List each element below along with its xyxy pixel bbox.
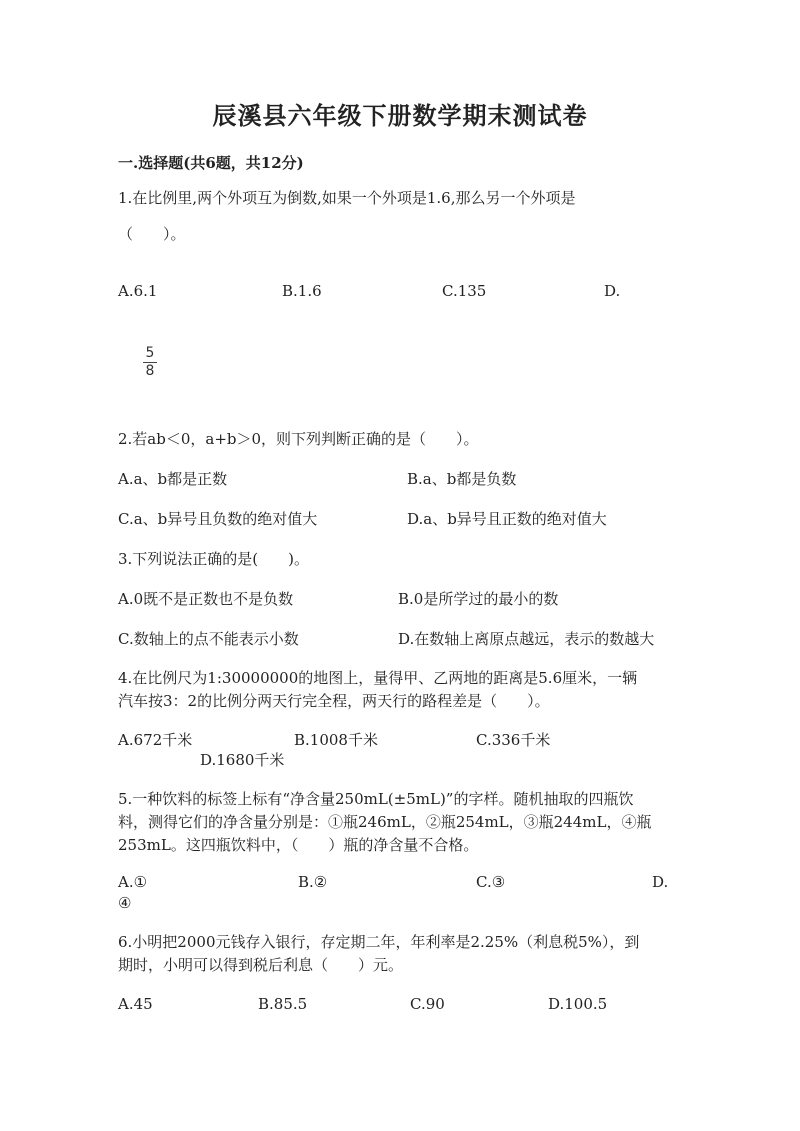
q2-option-b: B.a、b都是负数	[407, 470, 517, 488]
q1-option-c: C.135	[442, 282, 487, 300]
q1-option-d-fraction	[143, 346, 157, 379]
q5-option-b: B.②	[298, 873, 328, 891]
q6-stem-line2: 期时，小明可以得到税后利息（ ）元。	[118, 956, 404, 974]
fraction-numerator: 5	[145, 345, 155, 361]
q2-option-a: A.a、b都是正数	[118, 470, 228, 488]
q3-option-d: D.在数轴上离原点越远，表示的数越大	[398, 630, 655, 648]
q6-option-d: D.100.5	[548, 995, 608, 1013]
q4-option-d: D.1680千米	[200, 751, 285, 769]
q4-stem-line2: 汽车按3：2的比例分两天行完全程，两天行的路程差是（ ）。	[118, 692, 550, 710]
q5-stem-line2: 料，测得它们的净含量分别是：①瓶246mL，②瓶254mL，③瓶244mL，④瓶	[118, 813, 652, 831]
q1-stem-line2: （ ）。	[118, 225, 186, 243]
q3-option-b: B.0是所学过的最小的数	[398, 590, 559, 608]
q1-option-d: D.	[604, 282, 621, 300]
q5-option-c: C.③	[476, 873, 506, 891]
q6-option-a: A.45	[118, 995, 153, 1013]
q3-option-a: A.0既不是正数也不是负数	[118, 590, 294, 608]
q3-option-c: C.数轴上的点不能表示小数	[118, 630, 299, 648]
q5-stem-line3: 253mL。这四瓶饮料中，（ ）瓶的净含量不合格。	[118, 836, 479, 854]
q5-option-a: A.①	[118, 873, 148, 891]
q2-stem: 2.若ab＜0，a+b＞0，则下列判断正确的是（ ）。	[118, 430, 479, 448]
q5-option-d-continued: ④	[118, 894, 132, 912]
q4-option-a: A.672千米	[118, 731, 193, 749]
q2-option-d: D.a、b异号且正数的绝对值大	[407, 510, 607, 528]
q4-stem-line1: 4.在比例尺为1:30000000的地图上，量得甲、乙两地的距离是5.6厘米，一辆	[118, 669, 638, 687]
q3-stem: 3.下列说法正确的是( )。	[118, 550, 310, 568]
q1-option-a: A.6.1	[118, 282, 158, 300]
section-heading: 一.选择题(共6题，共12分)	[118, 154, 304, 172]
q6-option-c: C.90	[410, 995, 445, 1013]
q6-stem-line1: 6.小明把2000元钱存入银行，存定期二年，年利率是2.25%（利息税5%），到	[118, 933, 640, 951]
page-title: 辰溪县六年级下册数学期末测试卷	[212, 101, 588, 130]
q1-stem-line1: 1.在比例里,两个外项互为倒数,如果一个外项是1.6,那么另一个外项是	[118, 189, 576, 207]
fraction-denominator: 8	[145, 363, 155, 379]
q4-option-b: B.1008千米	[294, 731, 378, 749]
q1-option-b: B.1.6	[282, 282, 322, 300]
q5-option-d: D.	[652, 873, 669, 891]
q6-option-b: B.85.5	[258, 995, 308, 1013]
q4-option-c: C.336千米	[476, 731, 551, 749]
q5-stem-line1: 5.一种饮料的标签上标有“净含量250mL(±5mL)”的字样。随机抽取的四瓶饮	[118, 790, 634, 808]
q2-option-c: C.a、b异号且负数的绝对值大	[118, 510, 318, 528]
